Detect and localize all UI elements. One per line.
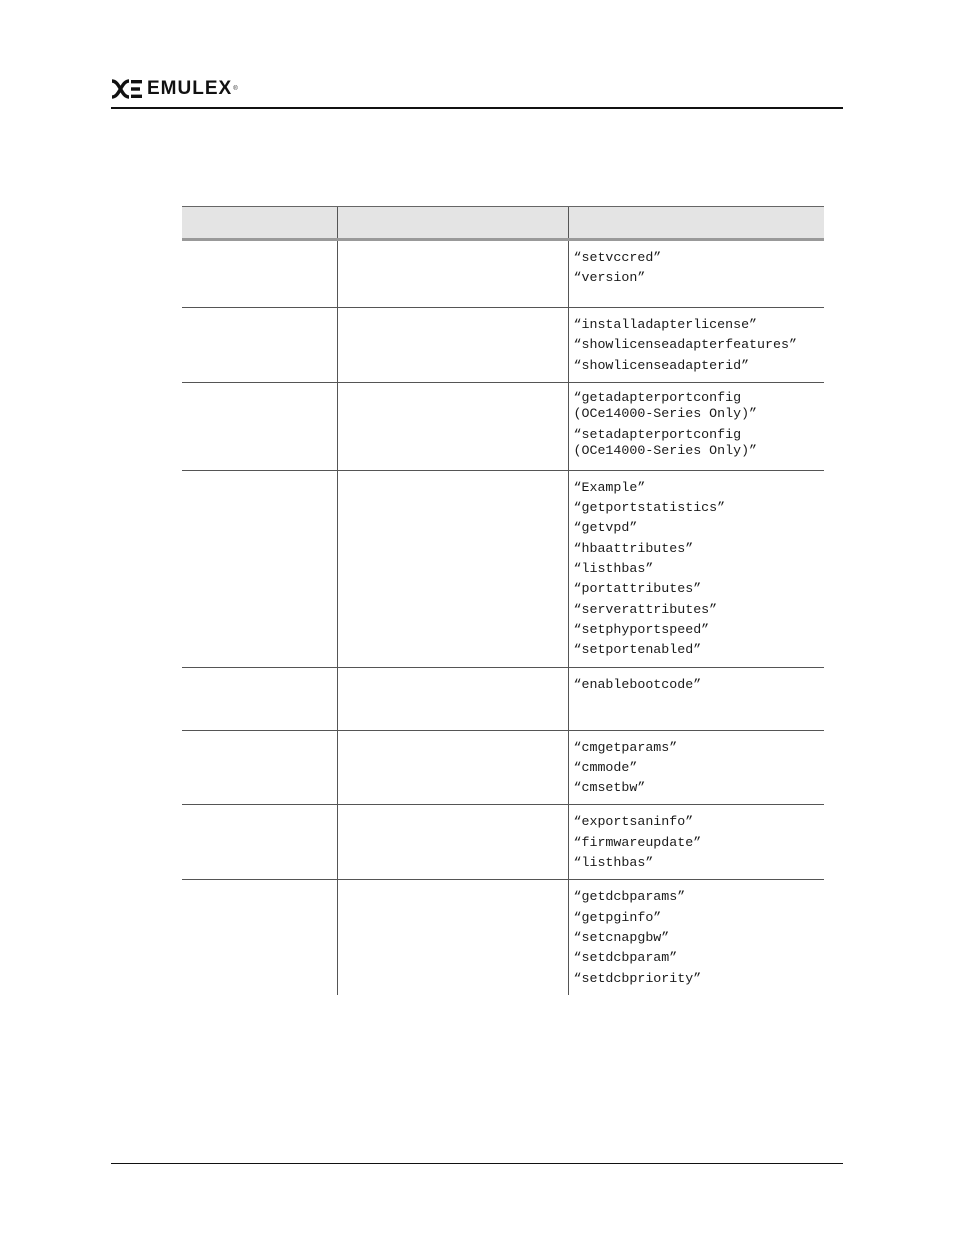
- command-list: [569, 668, 825, 701]
- command-list: [569, 308, 825, 382]
- command-link[interactable]: “cmsetbw”: [573, 780, 646, 796]
- table-row: [182, 240, 824, 308]
- commands-table-wrapper: [182, 206, 824, 995]
- command-link[interactable]: “getdcbparams”: [573, 889, 686, 905]
- header-rule: [111, 107, 843, 109]
- command-link[interactable]: “exportsaninfo”: [573, 814, 694, 830]
- command-link[interactable]: “installadapterlicense”: [573, 317, 758, 332]
- command-link[interactable]: “setvccred”: [573, 250, 662, 265]
- cell-commands: [568, 470, 824, 667]
- command-link[interactable]: “getadapterportconfig (OCe14000-Series Only)”: [573, 389, 758, 421]
- command-link[interactable]: “setdcbpriority”: [573, 970, 702, 986]
- cell-description: [337, 667, 568, 730]
- cell-commands: [568, 805, 824, 880]
- command-link[interactable]: “setportenabled”: [573, 642, 702, 658]
- table-row: [182, 880, 824, 995]
- cell-description: [337, 240, 568, 308]
- command-link[interactable]: “getvpd”: [573, 520, 638, 536]
- cell-category: [182, 382, 337, 470]
- cell-category: [182, 308, 337, 383]
- logo-wordmark: EMULEX: [147, 78, 233, 99]
- command-link[interactable]: “setdcbparam”: [573, 950, 678, 966]
- command-link[interactable]: “cmmode”: [573, 759, 638, 775]
- command-link[interactable]: “listhbas”: [573, 855, 654, 871]
- table-body: [182, 240, 824, 995]
- table-row: [182, 805, 824, 880]
- command-link[interactable]: “listhbas”: [573, 561, 654, 577]
- command-link[interactable]: “showlicenseadapterid”: [573, 357, 750, 373]
- page-header: [111, 78, 238, 100]
- footer-rule: [111, 1163, 843, 1164]
- command-link[interactable]: “showlicenseadapterfeatures”: [573, 337, 797, 353]
- emulex-logo-icon: [111, 78, 143, 100]
- command-link[interactable]: “cmgetparams”: [573, 739, 678, 755]
- command-link[interactable]: “firmwareupdate”: [573, 834, 702, 850]
- table-row: [182, 308, 824, 383]
- command-link[interactable]: “getportstatistics”: [573, 500, 726, 516]
- command-link[interactable]: “version”: [573, 270, 646, 286]
- table-header-row: [182, 207, 824, 240]
- command-link[interactable]: “Example”: [573, 479, 646, 495]
- header-cell-description: [337, 207, 568, 240]
- table-row: [182, 667, 824, 730]
- cell-commands: [568, 667, 824, 730]
- command-list: [569, 383, 825, 470]
- header-cell-category: [182, 207, 337, 240]
- registered-mark: ®: [233, 86, 238, 92]
- cell-category: [182, 240, 337, 308]
- command-link[interactable]: “portattributes”: [573, 581, 702, 597]
- command-list: [569, 471, 825, 667]
- cell-commands: [568, 308, 824, 383]
- header-cell-commands: [568, 207, 824, 240]
- command-link[interactable]: “serverattributes”: [573, 601, 718, 617]
- cell-commands: [568, 240, 824, 308]
- cell-description: [337, 730, 568, 805]
- command-list: [569, 731, 825, 805]
- table-row: [182, 730, 824, 805]
- cell-commands: [568, 880, 824, 995]
- cell-description: [337, 880, 568, 995]
- table-row: [182, 470, 824, 667]
- command-link[interactable]: “setcnapgbw”: [573, 929, 670, 945]
- cell-category: [182, 730, 337, 805]
- commands-table: [182, 206, 824, 995]
- command-list: [569, 880, 825, 994]
- command-link[interactable]: “enablebootcode”: [573, 676, 702, 692]
- cell-category: [182, 667, 337, 730]
- command-link[interactable]: “setphyportspeed”: [573, 621, 710, 637]
- cell-commands: [568, 730, 824, 805]
- cell-description: [337, 382, 568, 470]
- cell-description: [337, 308, 568, 383]
- command-link[interactable]: “getpginfo”: [573, 909, 662, 925]
- table-row: [182, 382, 824, 470]
- cell-description: [337, 470, 568, 667]
- cell-description: [337, 805, 568, 880]
- command-list: [569, 241, 825, 295]
- cell-category: [182, 470, 337, 667]
- command-link[interactable]: “setadapterportconfig (OCe14000-Series Only)”: [573, 426, 758, 458]
- command-list: [569, 805, 825, 879]
- cell-commands: [568, 382, 824, 470]
- cell-category: [182, 805, 337, 880]
- cell-category: [182, 880, 337, 995]
- command-link[interactable]: “hbaattributes”: [573, 540, 694, 556]
